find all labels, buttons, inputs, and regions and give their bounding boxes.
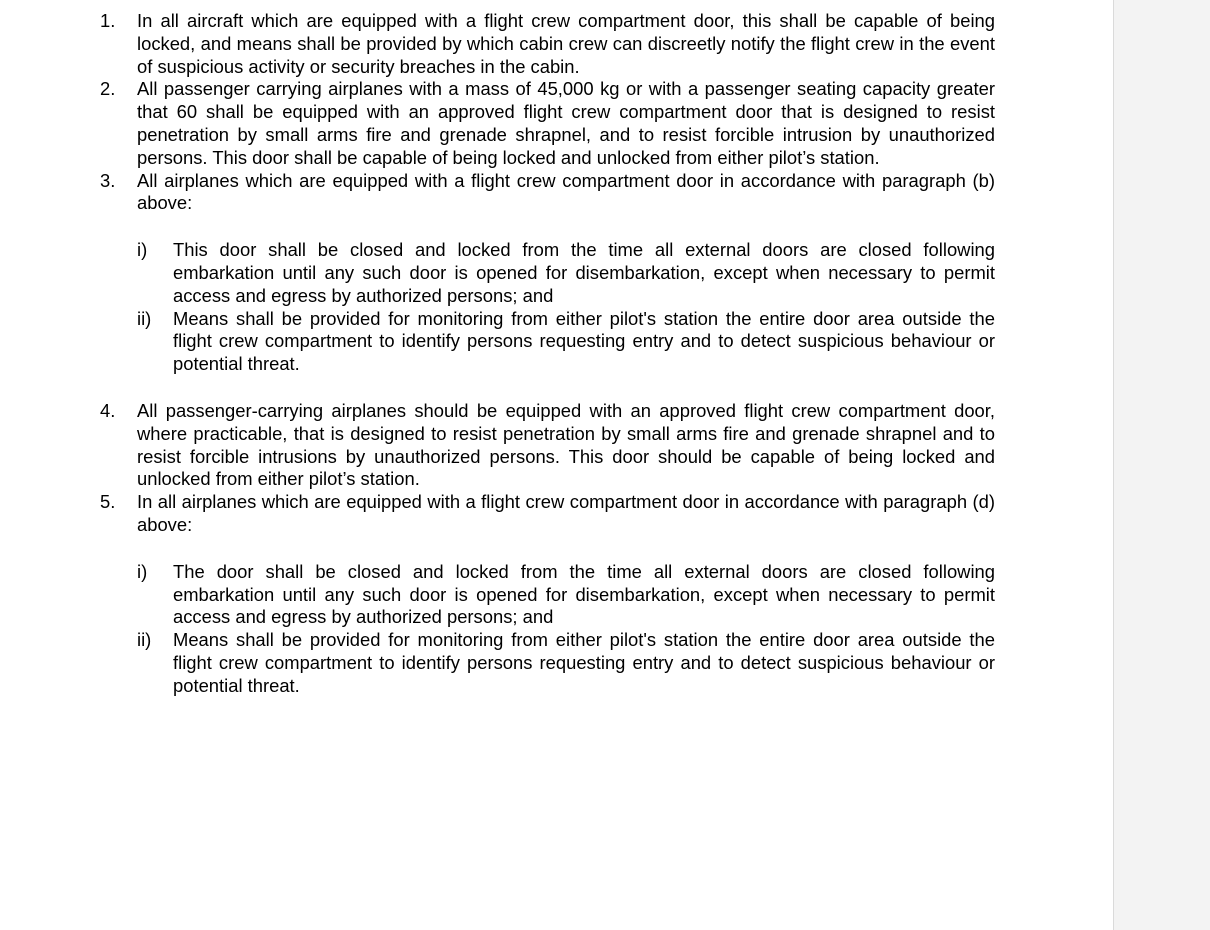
side-panel — [1113, 0, 1210, 930]
list-item-number: 1. — [100, 10, 116, 31]
list-item-5 — [100, 491, 995, 537]
spacer — [100, 376, 995, 400]
sub-item-text: Means shall be provided for monitoring from either pilot's station the entire door area outside the flight crew compartment to identify persons requesting entry and to detect suspicious behaviour or potential threat. — [173, 629, 995, 696]
list-item-4 — [100, 400, 995, 491]
sub-item-3-ii — [100, 308, 995, 376]
list-item-1 — [100, 10, 995, 78]
list-item-text: In all airplanes which are equipped with a flight crew compartment door in accordance with paragraph (d) above: — [137, 491, 995, 535]
sub-item-number: ii) — [137, 307, 152, 329]
list-item-3 — [100, 170, 995, 216]
spacer — [100, 215, 995, 239]
sub-item-3-i — [100, 239, 995, 307]
numbered-list — [100, 10, 995, 698]
list-item-text: All passenger carrying airplanes with a mass of 45,000 kg or with a passenger seating capacity greater that 60 shall be equipped with an approved flight crew compartment door that is designed to resist penetration by small arms fire and grenade shrapnel, and to resist forcible intrusion by unauthorized persons. This door shall be capable of being locked and unlocked from either pilot’s station. — [137, 78, 995, 168]
spacer — [100, 537, 995, 561]
sub-item-number: i) — [137, 239, 148, 261]
list-item-text: All passenger-carrying airplanes should be equipped with an approved flight crew compartment door, where practicable, that is designed to resist penetration by small arms fire and grenade shrapnel and to resist forcible intrusions by unauthorized persons. This door should be capable of being locked and unlocked from either pilot’s station. — [137, 399, 995, 490]
sub-item-5-ii — [100, 629, 995, 697]
list-item-text: In all aircraft which are equipped with a flight crew compartment door, this shall be capable of being locked, and means shall be provided by which cabin crew can discreetly notify the flight crew in the event of suspicious activity or security breaches in the cabin. — [137, 10, 995, 77]
sub-item-text: This door shall be closed and locked from the time all external doors are closed following embarkation until any such door is opened for disembarkation, except when necessary to permit access and egress by authorized persons; and — [173, 239, 995, 306]
list-item-number: 2. — [100, 78, 116, 100]
list-item-2 — [100, 78, 995, 169]
sub-item-text: Means shall be provided for monitoring from either pilot's station the entire door area outside the flight crew compartment to identify persons requesting entry and to detect suspicious behaviour or potential threat. — [173, 307, 995, 375]
sub-item-number: i) — [137, 560, 148, 582]
list-item-number: 4. — [100, 399, 116, 421]
list-item-number: 5. — [100, 491, 116, 513]
list-item-number: 3. — [100, 169, 116, 191]
sub-item-5-i — [100, 561, 995, 629]
sub-item-text: The door shall be closed and locked from the time all external doors are closed following embarkation until any such door is opened for disembarkation, except when necessary to permit access and egress by authorized persons; and — [173, 560, 995, 628]
list-item-text: All airplanes which are equipped with a flight crew compartment door in accordance with paragraph (b) above: — [137, 169, 995, 214]
sub-item-number: ii) — [137, 629, 152, 651]
